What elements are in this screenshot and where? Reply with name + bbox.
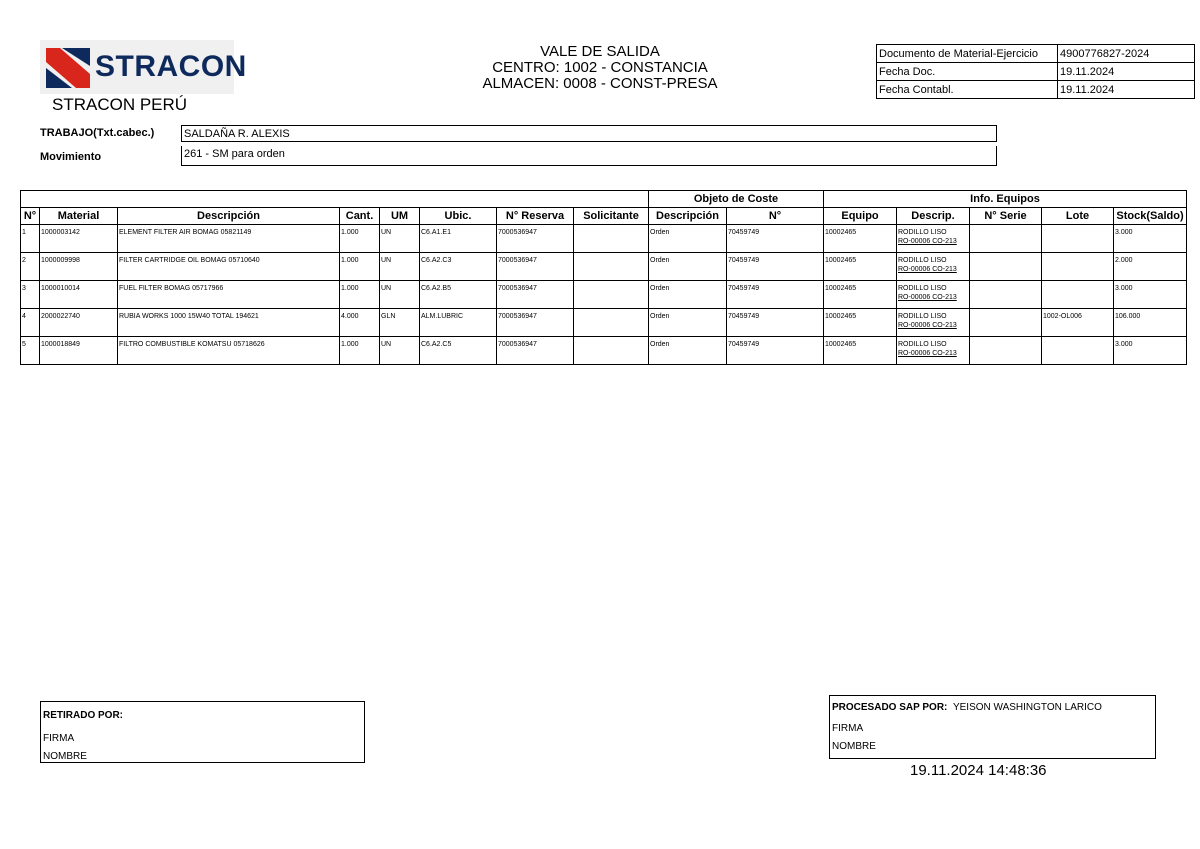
cell-cant: 1.000: [340, 225, 380, 253]
retirado-nombre: NOMBRE: [43, 751, 87, 762]
col-header: Descrip.: [897, 208, 970, 225]
cell-n: 4: [21, 309, 40, 337]
cell-cnum: 70459749: [727, 337, 824, 365]
col-header: N° Serie: [970, 208, 1042, 225]
company-logo: [40, 40, 247, 94]
cell-reserva: 7000536947: [497, 225, 574, 253]
table-group-header-row: [21, 191, 1187, 208]
stracon-logo-icon: [46, 46, 90, 90]
cell-reserva: 7000536947: [497, 253, 574, 281]
cell-desc: FILTRO COMBUSTIBLE KOMATSU 05718626: [118, 337, 340, 365]
meta-label: Fecha Doc.: [877, 63, 1058, 81]
cell-serie: [970, 281, 1042, 309]
cell-material: 1000003142: [40, 225, 118, 253]
cell-um: UN: [380, 225, 420, 253]
col-header: Stock(Saldo): [1114, 208, 1187, 225]
cell-stock: 3.000: [1114, 225, 1187, 253]
cell-ubic: ALM.LUBRIC: [420, 309, 497, 337]
cell-equip-desc: [897, 281, 970, 309]
items-table: [20, 190, 1187, 365]
equip-desc-line: RODILLO LISO: [898, 257, 947, 264]
group-header-cost: Objeto de Coste: [649, 191, 824, 208]
equip-code-line: RO-00006 CO-213: [898, 350, 957, 357]
equip-desc-line: RODILLO LISO: [898, 285, 947, 292]
table-row: [21, 281, 1187, 309]
col-header: Cant.: [340, 208, 380, 225]
col-header: Descripción: [649, 208, 727, 225]
procesado-box: [829, 695, 1156, 759]
procesado-nombre: NOMBRE: [832, 741, 876, 752]
meta-value: 19.11.2024: [1058, 63, 1195, 81]
meta-label: Fecha Contabl.: [877, 81, 1058, 99]
title-line: VALE DE SALIDA: [540, 43, 660, 60]
cell-desc: FILTER CARTRIDGE OIL BOMAG 05710640: [118, 253, 340, 281]
cell-stock: 106.000: [1114, 309, 1187, 337]
table-row: [21, 337, 1187, 365]
print-timestamp: 19.11.2024 14:48:36: [910, 762, 1047, 779]
cell-reserva: 7000536947: [497, 337, 574, 365]
cell-cnum: 70459749: [727, 309, 824, 337]
movement-label: Movimiento: [40, 151, 102, 163]
col-header: Lote: [1042, 208, 1114, 225]
cell-serie: [970, 253, 1042, 281]
col-header: N°: [727, 208, 824, 225]
cell-lote: [1042, 225, 1114, 253]
meta-row: [877, 45, 1195, 63]
cell-n: 2: [21, 253, 40, 281]
col-header: Solicitante: [574, 208, 649, 225]
cell-reserva: 7000536947: [497, 309, 574, 337]
equip-desc-line: RODILLO LISO: [898, 313, 947, 320]
cell-cant: 1.000: [340, 253, 380, 281]
cell-cant: 1.000: [340, 281, 380, 309]
cell-equipo: 10002465: [824, 225, 897, 253]
col-header: Ubic.: [420, 208, 497, 225]
equip-code-line: RO-00006 CO-213: [898, 322, 957, 329]
col-header: Material: [40, 208, 118, 225]
work-label: TRABAJO(Txt.cabec.): [40, 127, 155, 139]
meta-value: 4900776827-2024: [1058, 45, 1195, 63]
cell-ubic: C6.A2.C3: [420, 253, 497, 281]
cell-equipo: 10002465: [824, 309, 897, 337]
equip-code-line: RO-00006 CO-213: [898, 266, 957, 273]
title-line: ALMACEN: 0008 - CONST-PRESA: [482, 75, 718, 92]
meta-label: Documento de Material-Ejercicio: [877, 45, 1058, 63]
cell-cnum: 70459749: [727, 253, 824, 281]
cell-desc: FUEL FILTER BOMAG 05717966: [118, 281, 340, 309]
cell-equip-desc: [897, 309, 970, 337]
cell-cant: 1.000: [340, 337, 380, 365]
cell-material: 1000018849: [40, 337, 118, 365]
cell-cdesc: Orden: [649, 337, 727, 365]
cell-serie: [970, 309, 1042, 337]
work-value: SALDAÑA R. ALEXIS: [181, 125, 997, 142]
cell-solicitante: [574, 337, 649, 365]
table-header-row: [21, 208, 1187, 225]
equip-code-line: RO-00006 CO-213: [898, 238, 957, 245]
retirado-title: RETIRADO POR:: [43, 710, 123, 721]
cell-cnum: 70459749: [727, 281, 824, 309]
movement-value: 261 - SM para orden: [181, 146, 997, 166]
retirado-title-row: [41, 702, 364, 730]
cell-stock: 2.000: [1114, 253, 1187, 281]
cell-n: 3: [21, 281, 40, 309]
cell-stock: 3.000: [1114, 337, 1187, 365]
equip-desc-line: RODILLO LISO: [898, 341, 947, 348]
cell-solicitante: [574, 225, 649, 253]
cell-material: 1000010014: [40, 281, 118, 309]
cell-n: 1: [21, 225, 40, 253]
cell-equip-desc: [897, 337, 970, 365]
cell-lote: [1042, 253, 1114, 281]
title-line: CENTRO: 1002 - CONSTANCIA: [492, 59, 708, 76]
cell-desc: ELEMENT FILTER AIR BOMAG 05821149: [118, 225, 340, 253]
cell-cdesc: Orden: [649, 253, 727, 281]
cell-lote: 1002-OL006: [1042, 309, 1114, 337]
cell-um: UN: [380, 281, 420, 309]
cell-reserva: 7000536947: [497, 281, 574, 309]
col-header: Descripción: [118, 208, 340, 225]
retirado-box: [40, 701, 365, 763]
cell-ubic: C6.A1.E1: [420, 225, 497, 253]
cell-um: UN: [380, 337, 420, 365]
procesado-firma: FIRMA: [832, 723, 864, 734]
cell-stock: 3.000: [1114, 281, 1187, 309]
col-header: UM: [380, 208, 420, 225]
cell-equipo: 10002465: [824, 337, 897, 365]
equip-desc-line: RODILLO LISO: [898, 229, 947, 236]
cell-um: GLN: [380, 309, 420, 337]
cell-ubic: C6.A2.B5: [420, 281, 497, 309]
cell-lote: [1042, 281, 1114, 309]
retirado-firma: FIRMA: [43, 733, 75, 744]
cell-um: UN: [380, 253, 420, 281]
cell-equip-desc: [897, 253, 970, 281]
company-name: STRACON PERÚ: [52, 95, 188, 114]
cell-cdesc: Orden: [649, 225, 727, 253]
meta-row: [877, 81, 1195, 99]
cell-cant: 4.000: [340, 309, 380, 337]
procesado-title: PROCESADO SAP POR:: [832, 702, 948, 713]
logo-text: STRACON: [95, 50, 247, 83]
document-meta-table: [876, 44, 1195, 99]
procesado-title-row: [830, 696, 1155, 720]
col-header: N°: [21, 208, 40, 225]
cell-n: 5: [21, 337, 40, 365]
cell-solicitante: [574, 309, 649, 337]
cell-lote: [1042, 337, 1114, 365]
document-title: [440, 44, 760, 92]
cell-cdesc: Orden: [649, 309, 727, 337]
table-row: [21, 225, 1187, 253]
cell-equip-desc: [897, 225, 970, 253]
cell-solicitante: [574, 253, 649, 281]
cell-cdesc: Orden: [649, 281, 727, 309]
meta-row: [877, 63, 1195, 81]
cell-cnum: 70459749: [727, 225, 824, 253]
cell-material: 1000009998: [40, 253, 118, 281]
cell-equipo: 10002465: [824, 253, 897, 281]
cell-ubic: C6.A2.C5: [420, 337, 497, 365]
col-header: Equipo: [824, 208, 897, 225]
table-row: [21, 309, 1187, 337]
equip-code-line: RO-00006 CO-213: [898, 294, 957, 301]
cell-serie: [970, 225, 1042, 253]
meta-value: 19.11.2024: [1058, 81, 1195, 99]
table-row: [21, 253, 1187, 281]
cell-material: 2000022740: [40, 309, 118, 337]
cell-solicitante: [574, 281, 649, 309]
col-header: N° Reserva: [497, 208, 574, 225]
procesado-user: YEISON WASHINGTON LARICO: [952, 702, 1102, 713]
cell-desc: RUBIA WORKS 1000 15W40 TOTAL 194621: [118, 309, 340, 337]
group-header-equip: Info. Equipos: [824, 191, 1187, 208]
group-header-empty: [21, 191, 649, 208]
cell-serie: [970, 337, 1042, 365]
cell-equipo: 10002465: [824, 281, 897, 309]
